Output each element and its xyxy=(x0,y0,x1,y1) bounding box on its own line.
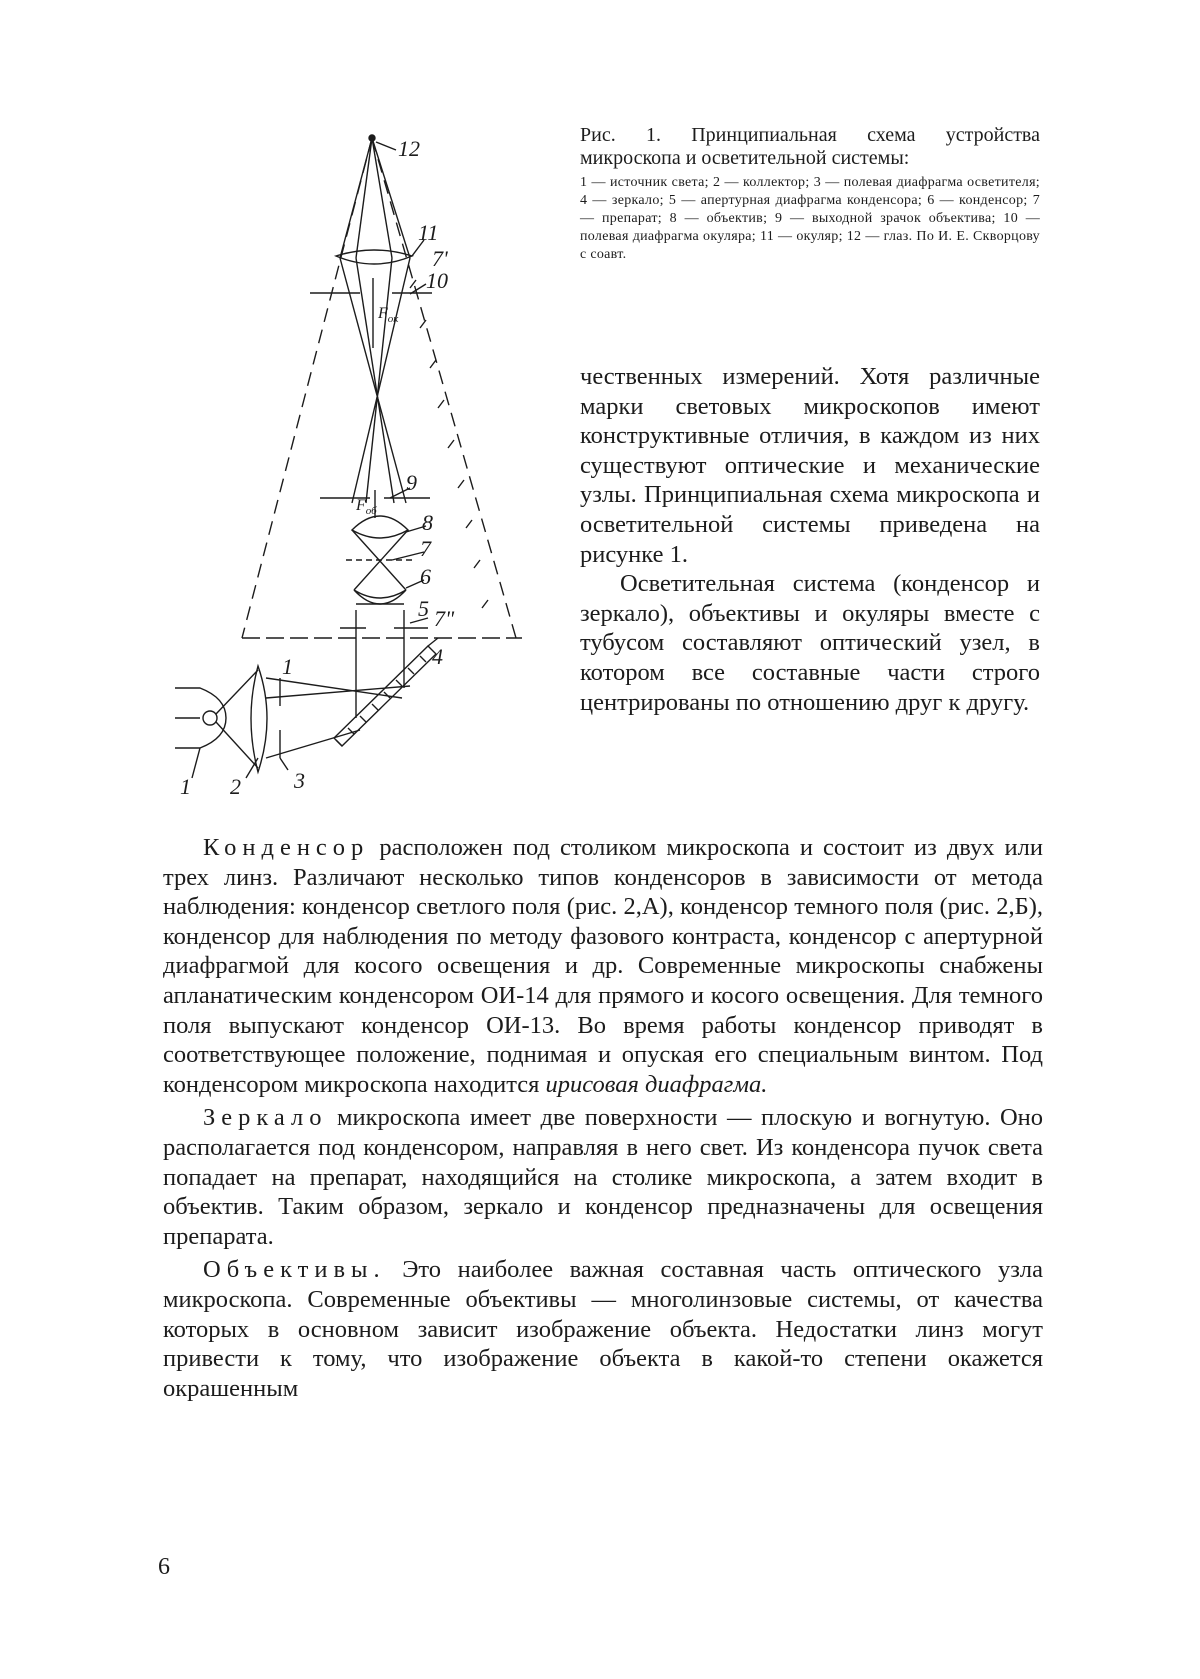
label-11: 11 xyxy=(418,220,439,245)
label-7-prime: 7' xyxy=(432,246,448,271)
main-text-body xyxy=(163,833,1043,1407)
label-4: 4 xyxy=(432,644,443,669)
label-9: 9 xyxy=(406,470,417,495)
leader-12 xyxy=(376,142,396,150)
label-7: 7 xyxy=(420,536,431,561)
term-mirror: Зеркало xyxy=(203,1104,328,1132)
ray-eye-left xyxy=(340,138,372,258)
ray-eye-inner-right xyxy=(372,138,392,258)
collector-lens xyxy=(251,666,267,772)
label-6: 6 xyxy=(420,564,431,589)
leader-3 xyxy=(280,758,288,770)
virtual-cone-right xyxy=(372,138,516,638)
microscope-diagram-svg xyxy=(170,118,570,798)
ray-tube-2 xyxy=(352,258,410,503)
text-objectives: Это наиболее важная составная часть оптического узла микроскопа. Современные объективы — многолинзовые системы, от качества которых в основном зависит изображение объекта. Недостатки линз могут привести к тому, что изображение объекта в какой-то степени окажется окрашенным xyxy=(163,1256,1043,1402)
label-7-double-prime: 7" xyxy=(434,606,455,631)
term-condenser: Конденсор xyxy=(203,834,370,861)
label-10: 10 xyxy=(426,268,448,293)
ray-eye-inner-left xyxy=(356,138,372,258)
label-2: 2 xyxy=(230,774,241,798)
label-3: 3 xyxy=(294,768,305,793)
text-mirror: микроскопа имеет две поверхности — плоскую и вогнутую. Оно располагается под конденсором, направляя в него свет. Из конденсора пучок света попадает на препарат, находящийся на столике микроскопа, а затем входит в объектив. Таким образом, зеркало и конденсор предназначены для освещения препарата. xyxy=(163,1104,1043,1250)
paragraph-mirror xyxy=(163,1103,1043,1251)
microscope-diagram xyxy=(170,118,570,798)
text-condenser: расположен под столиком микроскопа и состоит из двух или трех линз. Различают несколько типов конденсоров в зависимости от метода наблюдения: конденсор светлого поля (рис. 2,А), конденсор темного поля (рис. 2,Б), конденсор для наблюдения по методу фазового контраста, конденсор с апертурной диафрагмой для косого освещения и др. Современные микроскопы снабжены апланатическим конденсором ОИ-14 для прямого и косого освещения. Для темного поля выпускают конденсор ОИ-13. Во время работы конденсор приводят в соответствующее положение, поднимая и опуская его специальным винтом. Под конденсором микроскопа находится xyxy=(163,834,1043,1098)
label-1: 1 xyxy=(180,774,191,798)
side-text-column xyxy=(580,362,1040,717)
leader-1 xyxy=(192,748,200,778)
caption-legend: 1 — источник света; 2 — коллектор; 3 — полевая диафрагма осветителя; 4 — зеркало; 5 — апертурная диафрагма конденсора; 6 — конденсор; 7 — препарат; 8 — объектив; 9 — выходной зрачок объектива; 10 — полевая диафрагма окуляра; 11 — окуляр; 12 — глаз. По И. Е. Скворцову с соавт. xyxy=(580,175,1040,262)
term-iris-diaphragm: ирисовая диафрагма. xyxy=(545,1070,768,1098)
label-1-top: 1 xyxy=(282,654,293,679)
eyepiece-lens xyxy=(336,250,412,264)
label-f-ok-subscript: ок xyxy=(387,313,399,325)
label-f-ob-subscript: об xyxy=(365,505,377,517)
label-f-ob-letter: F xyxy=(356,497,366,514)
light-source-bulb xyxy=(203,711,217,725)
figure-caption xyxy=(580,124,1040,264)
paragraph-objectives xyxy=(163,1255,1043,1403)
page-number: 6 xyxy=(158,1554,170,1580)
paragraph-intro: чественных измерений. Хотя различные марки световых микроскопов имеют конструктивные отличия, в каждом из них существуют оптические и механические узлы. Принципиальная схема микроскопа и осветительной системы приведена на рисунке 1. xyxy=(580,363,1040,568)
paragraph-optical-unit: Осветительная система (конденсор и зеркало), объективы и окуляры вместе с тубусом составляют оптический узел, в котором все составные части строго центрированы по отношению друг к другу. xyxy=(580,570,1040,716)
label-8: 8 xyxy=(422,510,433,535)
condenser-lens xyxy=(354,590,406,604)
label-f-ok xyxy=(377,305,399,325)
caption-title: Рис. 1. Принципиальная схема устройства микроскопа и осветительной системы: xyxy=(580,124,1040,169)
label-12: 12 xyxy=(398,136,420,161)
virtual-cone-left xyxy=(242,138,372,638)
label-5: 5 xyxy=(418,596,429,621)
term-objectives: Объективы. xyxy=(203,1256,386,1284)
label-f-ok-letter: F xyxy=(378,305,388,322)
paragraph-condenser xyxy=(163,833,1043,1099)
objective-lens xyxy=(352,516,408,538)
